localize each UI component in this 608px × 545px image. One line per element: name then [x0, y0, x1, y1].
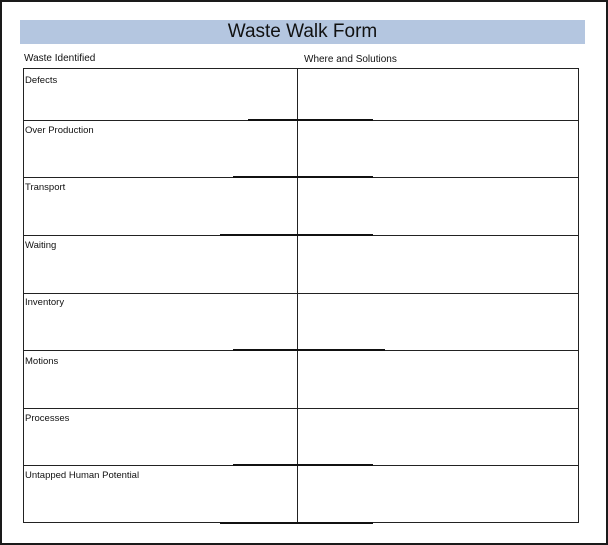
column-header-where-and-solutions: Where and Solutions	[304, 54, 397, 65]
row-label-over-production: Over Production	[25, 125, 94, 136]
underline-segment	[233, 464, 373, 466]
row-separator	[23, 408, 579, 409]
form-table	[23, 68, 579, 523]
row-label-processes: Processes	[25, 413, 70, 424]
form-title: Waste Walk Form	[20, 20, 585, 44]
row-label-untapped-human-potential: Untapped Human Potential	[25, 470, 140, 481]
column-divider	[297, 68, 298, 523]
row-label-motions: Motions	[25, 356, 59, 367]
column-header-waste-identified: Waste Identified	[24, 53, 96, 64]
row-label-inventory: Inventory	[25, 297, 65, 308]
row-label-transport: Transport	[25, 182, 66, 193]
underline-segment	[220, 522, 373, 524]
row-label-waiting: Waiting	[25, 240, 57, 251]
underline-segment	[233, 176, 373, 178]
underline-segment	[233, 349, 385, 351]
underline-segment	[248, 119, 373, 121]
row-label-defects: Defects	[25, 75, 58, 86]
row-separator	[23, 293, 579, 294]
underline-segment	[220, 234, 373, 236]
